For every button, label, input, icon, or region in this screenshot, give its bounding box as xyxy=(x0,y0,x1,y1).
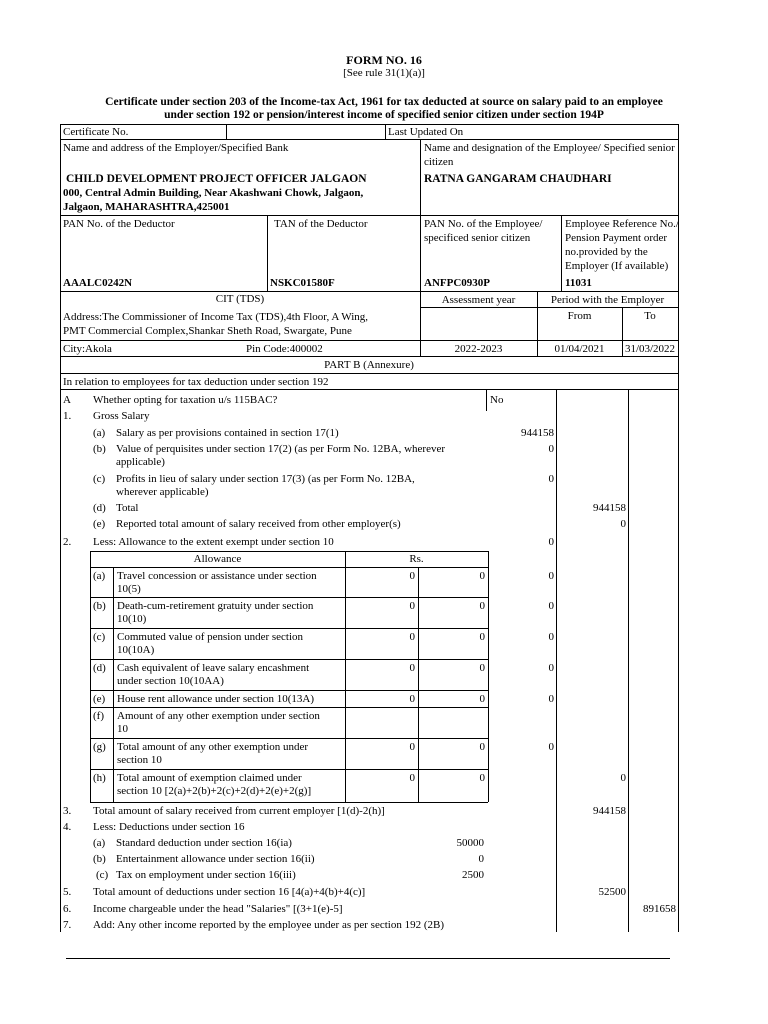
row-3-no: 3. xyxy=(63,805,72,817)
row-5-no: 5. xyxy=(63,886,72,898)
row-4c-value: 2500 xyxy=(462,869,484,881)
allowance-row-no: (g) xyxy=(93,741,106,753)
part-b-title: PART B (Annexure) xyxy=(324,359,414,371)
row-4c-text: Tax on employment under section 16(iii) xyxy=(116,869,296,881)
employer-name: CHILD DEVELOPMENT PROJECT OFFICER JALGAON xyxy=(66,173,367,185)
form-rule: [See rule 31(1)(a)] xyxy=(343,67,425,79)
row-1-no: 1. xyxy=(63,410,72,422)
allowance-row-rs: 0 xyxy=(409,631,415,643)
employee-ref-value: 11031 xyxy=(565,277,592,289)
row-3-text: Total amount of salary received from current employer [1(d)-2(h)] xyxy=(93,805,385,817)
pan-employee-label-line2: specificed senior citizen xyxy=(424,232,531,244)
allowance-row-text-line1: Cash equivalent of leave salary encashment xyxy=(117,662,310,674)
allowance-row-rs: 0 xyxy=(409,600,415,612)
pan-employee-label-line1: PAN No. of the Employee/ xyxy=(424,218,543,230)
cit-city: City:Akola xyxy=(63,343,112,355)
allowance-row-no: (c) xyxy=(93,631,106,643)
allowance-row-amount: 0 xyxy=(479,600,485,612)
allowance-row-text-line2: 10 xyxy=(117,723,128,735)
allowance-row-text-line1: Total amount of exemption claimed under xyxy=(117,772,302,784)
allowance-row-rs: 0 xyxy=(409,693,415,705)
assessment-year-label: Assessment year xyxy=(441,294,516,306)
cit-label: CIT (TDS) xyxy=(215,293,265,305)
allowance-row-amount: 0 xyxy=(479,662,485,674)
allowance-header: Allowance xyxy=(193,553,242,565)
cit-address-line2: PMT Commercial Complex,Shankar Sheth Road, Swargate, Pune xyxy=(63,325,352,337)
row-5-text: Total amount of deductions under section 16 [4(a)+4(b)+4(c)] xyxy=(93,886,366,898)
form-heading-line1: Certificate under section 203 of the Income-tax Act, 1961 for tax deducted at source on salary paid to an employee xyxy=(105,96,663,108)
allowance-row-amount: 0 xyxy=(479,741,485,753)
rs-header: Rs. xyxy=(409,553,424,565)
footer-rule xyxy=(66,958,670,959)
row-1-text: Gross Salary xyxy=(93,410,150,422)
allowance-row-text-line2: under section 10(10AA) xyxy=(117,675,224,687)
row-a-no: A xyxy=(63,394,71,406)
row-1e-text: Reported total amount of salary received from other employer(s) xyxy=(116,518,401,530)
allowance-row-total: 0 xyxy=(548,600,554,612)
row-4-text: Less: Deductions under section 16 xyxy=(93,821,245,833)
allowance-row-no: (a) xyxy=(93,570,106,582)
row-1d-no: (d) xyxy=(93,502,106,514)
allowance-row-text-line2: 10(10A) xyxy=(117,644,155,656)
row-6-value: 891658 xyxy=(643,903,676,915)
period-to-value: 31/03/2022 xyxy=(624,343,676,355)
allowance-row-text-line1: Total amount of any other exemption under xyxy=(117,741,309,753)
row-4b-no: (b) xyxy=(93,853,106,865)
relation-text: In relation to employees for tax deduction under section 192 xyxy=(63,376,329,388)
row-1a-value: 944158 xyxy=(521,427,554,439)
allowance-row-rs: 0 xyxy=(409,662,415,674)
row-1c-text-line2: wherever applicable) xyxy=(116,486,209,498)
row-4a-value: 50000 xyxy=(456,837,484,849)
employer-label: Name and address of the Employer/Specified Bank xyxy=(63,142,289,154)
allowance-row-no: (d) xyxy=(93,662,106,674)
row-4b-text: Entertainment allowance under section 16(ii) xyxy=(116,853,315,865)
row-1e-value: 0 xyxy=(620,518,626,530)
form-title: FORM NO. 16 xyxy=(346,53,422,67)
row-6-no: 6. xyxy=(63,903,72,915)
allowance-row-text-line1: Commuted value of pension under section xyxy=(117,631,304,643)
pan-deductor-value: AAALC0242N xyxy=(63,277,133,289)
cit-address-line1: Address:The Commissioner of Income Tax (TDS),4th Floor, A Wing, xyxy=(63,311,368,323)
ref-label-line4: Employer (If available) xyxy=(565,260,669,272)
row-1a-no: (a) xyxy=(93,427,106,439)
allowance-row-total: 0 xyxy=(548,693,554,705)
row-6-text: Income chargeable under the head "Salaries" [(3+1(e)-5] xyxy=(93,903,343,915)
row-4-no: 4. xyxy=(63,821,72,833)
allowance-row-total: 0 xyxy=(548,631,554,643)
period-from-label: From xyxy=(567,310,592,322)
pan-deductor-label: PAN No. of the Deductor xyxy=(63,218,175,230)
pan-employee-value: ANFPC0930P xyxy=(424,277,490,289)
employee-label-line1: Name and designation of the Employee/ Specified senior xyxy=(424,142,675,154)
period-from-value: 01/04/2021 xyxy=(554,343,605,355)
allowance-row-text-line2: section 10 [2(a)+2(b)+2(c)+2(d)+2(e)+2(g)] xyxy=(117,785,312,797)
row-1a-text: Salary as per provisions contained in section 17(1) xyxy=(116,427,339,439)
employer-address-line1: 000, Central Admin Building, Near Akashwani Chowk, Jalgaon, xyxy=(63,187,364,199)
employee-name: RATNA GANGARAM CHAUDHARI xyxy=(424,173,612,185)
row-a-value: No xyxy=(490,394,504,406)
ref-label-line1: Employee Reference No./ xyxy=(565,218,679,230)
row-1b-text-line2: applicable) xyxy=(116,456,165,468)
row-1e-no: (e) xyxy=(93,518,106,530)
allowance-row-text-line2: section 10 xyxy=(117,754,162,766)
employee-label-line2: citizen xyxy=(424,156,454,168)
allowance-row-amount: 0 xyxy=(479,570,485,582)
allowance-row-rs: 0 xyxy=(409,570,415,582)
row-2-value: 0 xyxy=(548,536,554,548)
allowance-row-rs: 0 xyxy=(409,772,415,784)
assessment-year-value: 2022-2023 xyxy=(454,343,503,355)
period-to-label: To xyxy=(644,310,656,322)
allowance-row-text-line2: 10(10) xyxy=(117,613,147,625)
row-1b-no: (b) xyxy=(93,443,106,455)
allowance-row-total: 0 xyxy=(548,570,554,582)
row-4c-no: (c) xyxy=(96,869,109,881)
row-a-text: Whether opting for taxation u/s 115BAC? xyxy=(93,394,278,406)
row-4a-no: (a) xyxy=(93,837,106,849)
ref-label-line2: Pension Payment order xyxy=(565,232,668,244)
period-label: Period with the Employer xyxy=(550,294,665,306)
row-1d-text: Total xyxy=(116,502,139,514)
row-1c-value: 0 xyxy=(548,473,554,485)
row-3-value: 944158 xyxy=(593,805,626,817)
form-heading-line2: under section 192 or pension/interest income of specified senior citizen under section 194P xyxy=(164,109,604,121)
row-1c-text-line1: Profits in lieu of salary under section 17(3) (as per Form No. 12BA, xyxy=(116,473,415,485)
allowance-row-no: (b) xyxy=(93,600,106,612)
allowance-row-text-line1: Death-cum-retirement gratuity under section xyxy=(117,600,314,612)
allowance-row-rs: 0 xyxy=(409,741,415,753)
allowance-row-total: 0 xyxy=(548,662,554,674)
row-7-text: Add: Any other income reported by the employee under as per section 192 (2B) xyxy=(93,919,444,931)
row-1b-text-line1: Value of perquisites under section 17(2) (as per Form No. 12BA, wherever xyxy=(116,443,445,455)
row-4a-text: Standard deduction under section 16(ia) xyxy=(116,837,292,849)
row-2-text: Less: Allowance to the extent exempt under section 10 xyxy=(93,536,334,548)
allowance-row-text-line1: House rent allowance under section 10(13A) xyxy=(117,693,315,705)
employer-address-line2: Jalgaon, MAHARASHTRA,425001 xyxy=(63,201,230,213)
row-1b-value: 0 xyxy=(548,443,554,455)
row-2-no: 2. xyxy=(63,536,72,548)
row-7-no: 7. xyxy=(63,919,72,931)
allowance-row-col4: 0 xyxy=(620,772,626,784)
allowance-row-no: (h) xyxy=(93,772,106,784)
row-5-value: 52500 xyxy=(598,886,626,898)
row-1c-no: (c) xyxy=(93,473,106,485)
allowance-row-text-line1: Travel concession or assistance under section xyxy=(117,570,317,582)
ref-label-line3: no.provided by the xyxy=(565,246,648,258)
row-4b-value: 0 xyxy=(478,853,484,865)
allowance-row-no: (e) xyxy=(93,693,106,705)
tan-deductor-value: NSKC01580F xyxy=(270,277,335,289)
cit-pin: Pin Code:400002 xyxy=(246,343,323,355)
allowance-row-amount: 0 xyxy=(479,772,485,784)
allowance-row-amount: 0 xyxy=(479,631,485,643)
row-1d-value: 944158 xyxy=(593,502,626,514)
allowance-row-amount: 0 xyxy=(479,693,485,705)
last-updated-label: Last Updated On xyxy=(388,126,464,138)
allowance-row-text-line1: Amount of any other exemption under section xyxy=(117,710,320,722)
allowance-row-text-line2: 10(5) xyxy=(117,583,141,595)
allowance-row-total: 0 xyxy=(548,741,554,753)
allowance-row-no: (f) xyxy=(93,710,104,722)
certificate-no-label: Certificate No. xyxy=(63,126,129,138)
tan-deductor-label: TAN of the Deductor xyxy=(274,218,368,230)
